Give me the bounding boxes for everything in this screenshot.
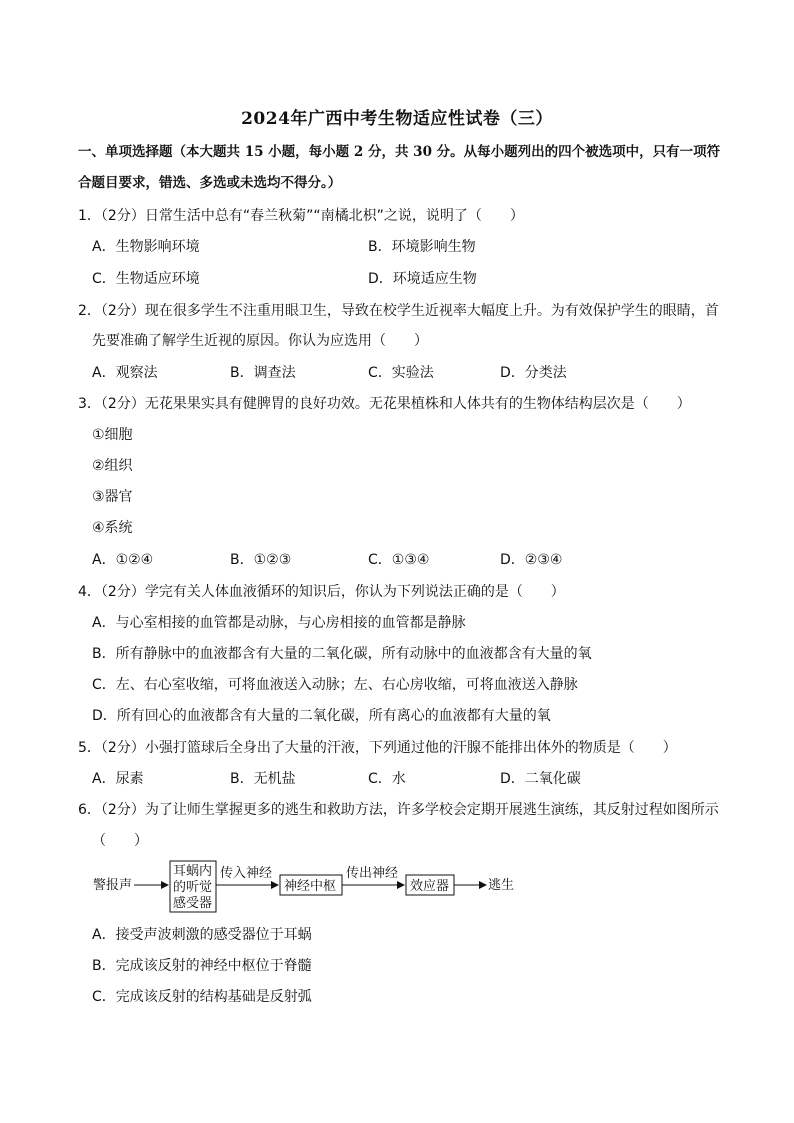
question-5-option-a: A．尿素 xyxy=(92,771,144,787)
question-4-option-d: D．所有回心的血液都含有大量的二氧化碳，所有离心的血液都有大量的氧 xyxy=(92,708,551,724)
question-3-option-b: B．①②③ xyxy=(230,552,292,568)
question-3-option-c: C．①③④ xyxy=(368,552,430,568)
question-5-stem: 5．（2分）小强打篮球后全身出了大量的汗液，下列通过他的汗腺不能排出体外的物质是（ ） xyxy=(78,740,677,756)
question-5-option-b: B．无机盐 xyxy=(230,771,296,787)
reflex-diagram xyxy=(90,855,530,915)
question-6-option-a: A．接受声波刺激的感受器位于耳蜗 xyxy=(92,927,312,943)
question-1-option-b: B．环境影响生物 xyxy=(368,239,476,255)
diagram-efferent-label: 传出神经 xyxy=(346,866,399,881)
question-3-item-4: ④系统 xyxy=(92,520,133,536)
diagram-receptor-line-3: 感受器 xyxy=(173,896,213,911)
question-6-option-c: C．完成该反射的结构基础是反射弧 xyxy=(92,989,312,1005)
diagram-center-label: 神经中枢 xyxy=(284,879,337,894)
question-5-option-d: D．二氧化碳 xyxy=(500,771,581,787)
question-6-stem-line-2: （ ） xyxy=(92,833,148,849)
question-3-option-a: A．①②④ xyxy=(92,552,154,568)
question-6-stem-line-1: 6．（2分）为了让师生掌握更多的逃生和救助方法，许多学校会定期开展逃生演练，其反射过程如图所示 xyxy=(78,802,719,818)
question-5-option-c: C．水 xyxy=(368,771,406,787)
question-3-item-2: ②组织 xyxy=(92,458,133,474)
question-3-stem: 3．（2分）无花果果实具有健脾胃的良好功效。无花果植株和人体共有的生物体结构层次是（ ） xyxy=(78,396,691,412)
question-1-option-d: D．环境适应生物 xyxy=(368,271,477,287)
section-line-1: 一、单项选择题（本大题共 15 小题，每小题 2 分，共 30 分。从每小题列出的四个被选项中，只有一项符 xyxy=(78,144,721,160)
page-title: 2024年广西中考生物适应性试卷（三） xyxy=(241,109,553,129)
question-2-stem-line-2: 先要准确了解学生近视的原因。你认为应选用（ ） xyxy=(92,333,428,349)
diagram-receptor-line-1: 耳蜗内 xyxy=(173,864,213,879)
section-line-2: 合题目要求，错选、多选或未选均不得分。） xyxy=(78,175,342,191)
question-2-option-a: A．观察法 xyxy=(92,365,158,381)
question-4-option-a: A．与心室相接的血管都是动脉，与心房相接的血管都是静脉 xyxy=(92,615,466,631)
question-2-stem-line-1: 2．（2分）现在很多学生不注重用眼卫生，导致在校学生近视率大幅度上升。为有效保护学生的眼睛，首 xyxy=(78,303,719,319)
question-1-option-c: C．生物适应环境 xyxy=(92,271,200,287)
question-3-item-1: ①细胞 xyxy=(92,427,133,443)
question-3-option-d: D．②③④ xyxy=(500,552,563,568)
section-instructions xyxy=(78,137,728,199)
diagram-afferent-label: 传入神经 xyxy=(220,866,273,881)
question-2-option-c: C．实验法 xyxy=(368,365,434,381)
diagram-receptor-line-2: 的听觉 xyxy=(173,880,213,895)
question-2-option-d: D．分类法 xyxy=(500,365,567,381)
question-3-item-3: ③器官 xyxy=(92,489,133,505)
question-1-stem: 1．（2分）日常生活中总有“春兰秋菊”“南橘北枳”之说，说明了（ ） xyxy=(78,208,524,224)
question-6-option-b: B．完成该反射的神经中枢位于脊髓 xyxy=(92,958,312,974)
diagram-effector-label: 效应器 xyxy=(410,879,450,894)
question-2-option-b: B．调查法 xyxy=(230,365,296,381)
diagram-end-label: 逃生 xyxy=(488,878,515,893)
question-4-option-c: C．左、右心室收缩，可将血液送入动脉；左、右心房收缩，可将血液送入静脉 xyxy=(92,677,578,693)
diagram-start-label: 警报声 xyxy=(93,878,133,893)
question-4-option-b: B．所有静脉中的血液都含有大量的二氧化碳，所有动脉中的血液都含有大量的氧 xyxy=(92,646,592,662)
question-1-option-a: A．生物影响环境 xyxy=(92,239,200,255)
question-4-stem: 4．（2分）学完有关人体血液循环的知识后，你认为下列说法正确的是（ ） xyxy=(78,584,565,600)
